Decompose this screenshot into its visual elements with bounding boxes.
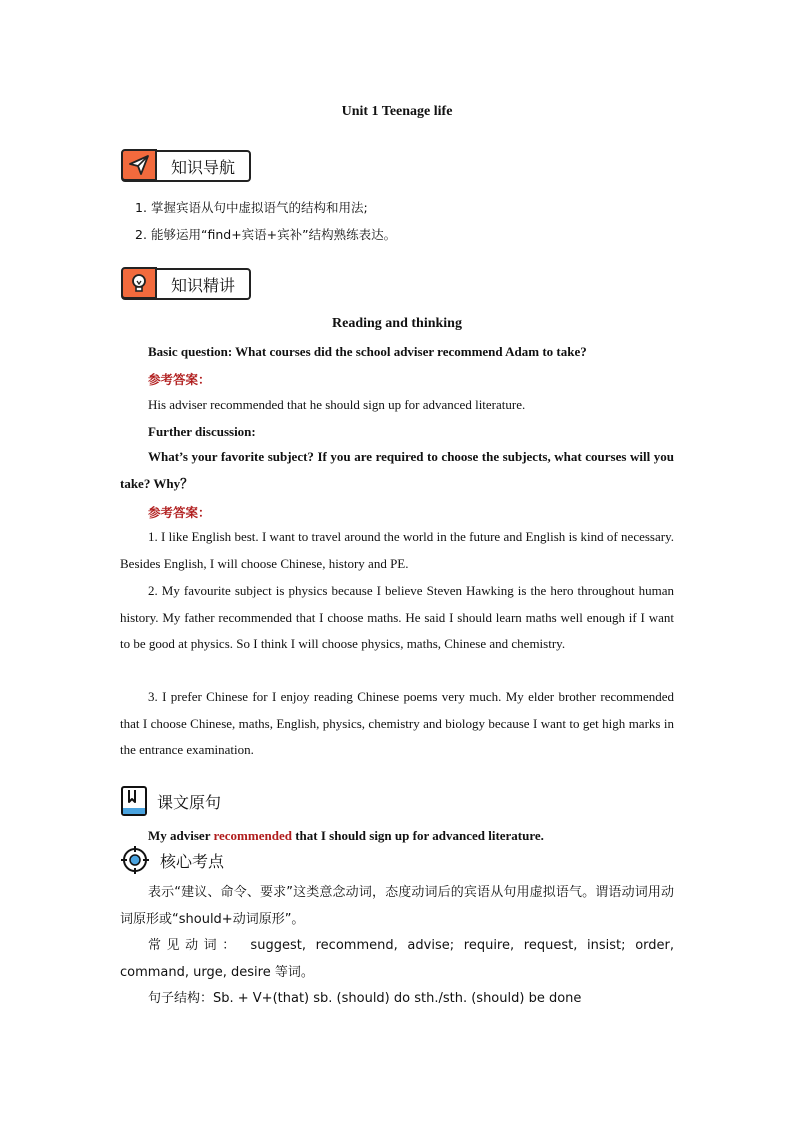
section-header-lecture-label: 知识精讲 xyxy=(170,275,235,295)
basic-question: Basic question: What courses did the school adviser recommend Adam to take? xyxy=(148,344,587,359)
lightbulb-icon xyxy=(121,267,157,299)
section-header-nav-label: 知识导航 xyxy=(170,157,235,177)
answer-paragraph: 2. My favourite subject is physics because I believe Steven Hawking is the hero throughout human history. My father recommended that I choose maths. He said I should learn maths well enough if I want to be good at physics. So I think I will choose physics, maths, Chinese and chemistry. xyxy=(120,583,674,652)
paper-plane-icon xyxy=(121,149,157,181)
section-header-original xyxy=(121,786,221,816)
further-question: What’s your favorite subject? If you are required to choose the subjects, what courses will you take? Why？ xyxy=(120,449,674,491)
section-header-lecture xyxy=(121,268,251,300)
core-paragraph: 句子结构：Sb. + V+(that) sb. (should) do sth./sth. (should) be done xyxy=(148,991,582,1006)
answer-paragraph: 3. I prefer Chinese for I enjoy reading Chinese poems very much. My elder brother recommended that I choose Chinese, maths, English, physics, chemistry and biology because I want to get high marks in the entrance examination. xyxy=(120,689,674,758)
further-label: Further discussion: xyxy=(148,424,256,439)
answer-paragraph: 1. I like English best. I want to travel around the world in the future and English is kind of necessary. Besides English, I will choose Chinese, history and PE. xyxy=(120,529,674,571)
objective-item: 1. 掌握宾语从句中虚拟语气的结构和用法; xyxy=(135,200,368,215)
core-paragraph: 常见动词： suggest, recommend, advise; require, request, insist; order, command, urge, desire 等词。 xyxy=(120,938,674,980)
target-icon xyxy=(120,845,150,875)
section-header-core xyxy=(120,845,224,875)
subtitle: Reading and thinking xyxy=(332,316,462,331)
page-title: Unit 1 Teenage life xyxy=(341,104,453,119)
section-header-original-label: 课文原句 xyxy=(157,792,222,812)
basic-answer: His adviser recommended that he should sign up for advanced literature. xyxy=(148,397,526,412)
objective-item: 2. 能够运用“find+宾语+宾补”结构熟练表达。 xyxy=(135,227,397,242)
answer-label: 参考答案： xyxy=(148,372,211,387)
section-header-core-label: 核心考点 xyxy=(160,851,225,871)
original-sentence: My adviser recommended that I should sign up for advanced literature. xyxy=(148,828,544,843)
highlighted-keyword: recommended xyxy=(213,828,292,843)
answer-label: 参考答案： xyxy=(148,505,211,520)
core-paragraph: 表示“建议、命令、要求”这类意念动词，态度动词后的宾语从句用虚拟语气。谓语动词用动词原形或“should+动词原形”。 xyxy=(120,885,674,927)
section-header-nav xyxy=(121,150,251,182)
bookmark-icon xyxy=(121,786,147,816)
